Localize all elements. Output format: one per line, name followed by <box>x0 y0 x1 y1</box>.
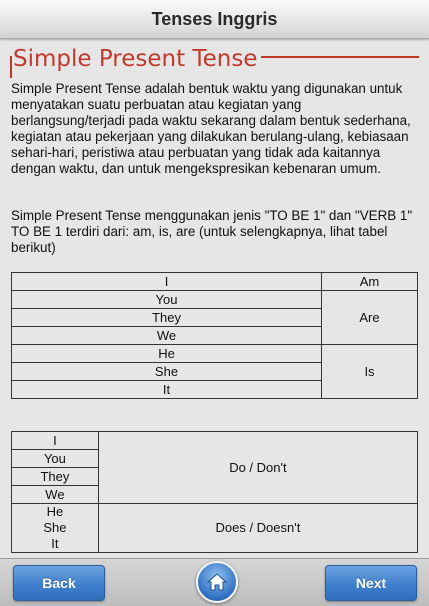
auxiliary-cell-does: Does / Doesn't <box>98 504 417 553</box>
pronoun-cell: They <box>12 309 322 327</box>
to-be-cell-is: Is <box>322 345 418 399</box>
pronoun-group-cell <box>12 504 99 553</box>
app-title: Tenses Inggris <box>151 9 278 29</box>
pronoun-cell: She <box>12 363 322 381</box>
pronoun-cell: You <box>12 450 99 468</box>
pronoun-cell: I <box>12 432 99 450</box>
pronoun-cell: We <box>12 486 99 504</box>
table-row <box>12 273 418 291</box>
pronoun-it: It <box>51 536 59 551</box>
pronoun-she: She <box>43 520 67 535</box>
to-be-table <box>11 272 418 399</box>
auxiliary-table <box>11 431 418 553</box>
pronoun-cell: It <box>12 381 322 399</box>
to-be-cell-are: Are <box>322 291 418 345</box>
auxiliary-cell-do: Do / Don't <box>98 432 417 504</box>
intro-paragraph: Simple Present Tense adalah bentuk waktu yang digunakan untuk menyatakan suatu perbuatan atau kegiatan yang berlangsung/terjadi pada waktu sekarang dalam bentuk sederhana, kegiatan atau pekerjaan yang dilakukan berulang-ulang, kebiasaan sehari-hari, peristiwa atau perbuatan yang tidak ada kaitannya dengan waktu, dan untuk mengekspresikan kebenaran umum. <box>11 81 411 176</box>
table-row <box>12 345 418 363</box>
table-row <box>12 504 418 553</box>
content-area[interactable] <box>0 40 429 558</box>
pronoun-cell: They <box>12 468 99 486</box>
back-button[interactable]: Back <box>13 565 105 601</box>
home-icon <box>206 571 228 593</box>
pronoun-he: He <box>46 504 64 519</box>
pronoun-cell: We <box>12 327 322 345</box>
table-row <box>12 291 418 309</box>
section-heading <box>10 46 419 78</box>
footer-nav <box>0 558 429 606</box>
to-be-cell-am: Am <box>322 273 418 291</box>
section-title: Simple Present Tense <box>12 44 261 74</box>
pronoun-cell: You <box>12 291 322 309</box>
home-button[interactable] <box>196 561 238 603</box>
table-row <box>12 432 418 450</box>
next-button[interactable]: Next <box>325 565 417 601</box>
to-be-paragraph: Simple Present Tense menggunakan jenis "TO BE 1" dan "VERB 1" TO BE 1 terdiri dari: am, is, are (untuk selengkapnya, lihat tabel berikut) <box>11 208 413 255</box>
pronoun-cell: I <box>12 273 322 291</box>
pronoun-cell: He <box>12 345 322 363</box>
app-header <box>0 0 429 39</box>
